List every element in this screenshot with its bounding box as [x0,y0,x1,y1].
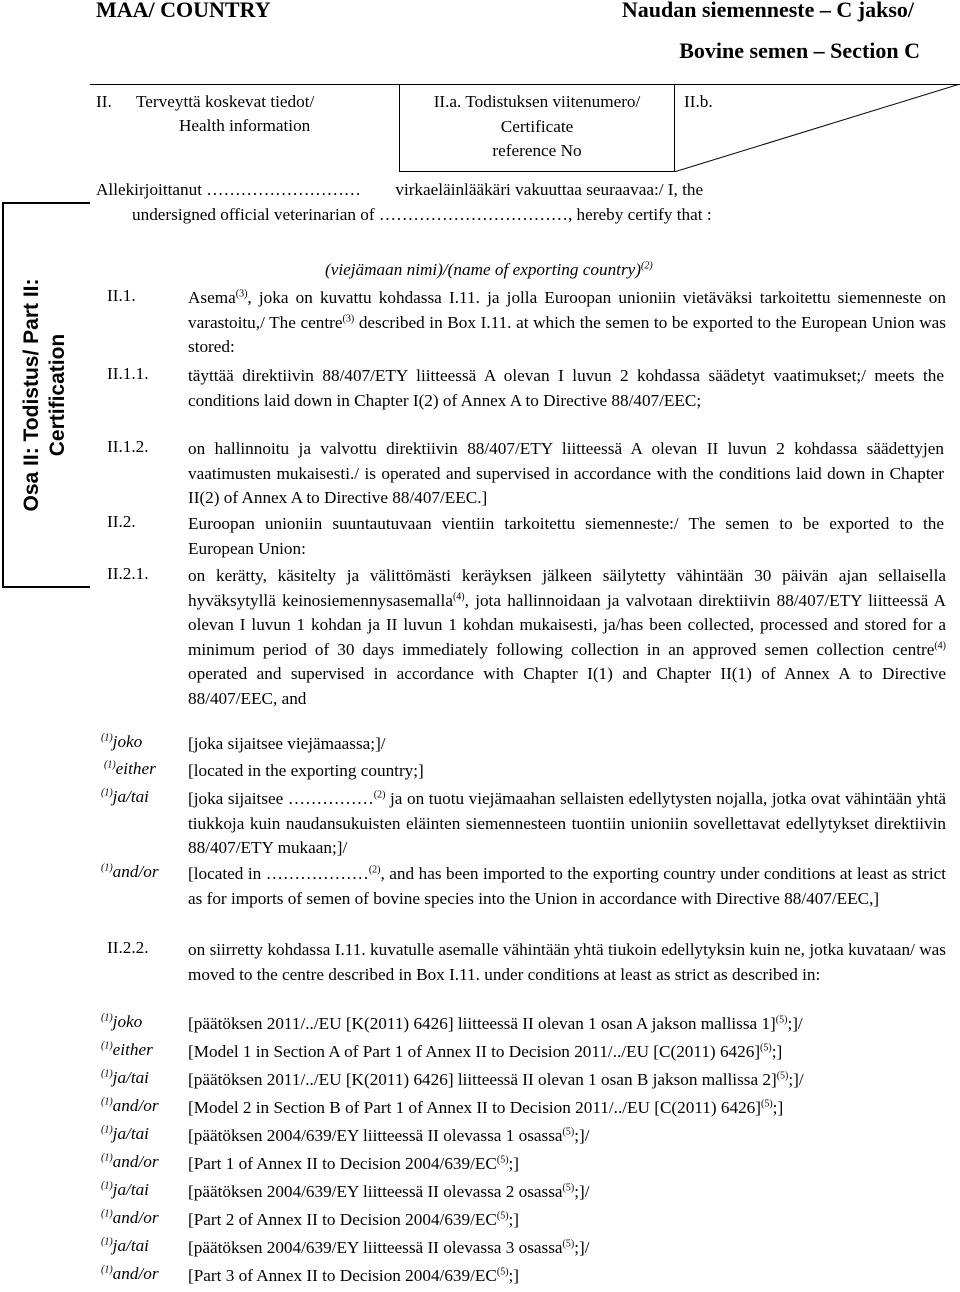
section-ii-1-text: Asema$^{(3)}$, joka on kuvattu kohdassa I.11. ja jolla Euroopan unioniin vietäväksi tarkoitettu siemenneste on varastoitu,/ The centre$^{(3)}$ described in Box I.11. at which the semen to be exported to the European Union was stored: [188,288,946,356]
option-label: $^{(1)}$ja/tai [101,1236,149,1255]
certificate-reference-cell: II.a. Todistuksen viitenumero/ Certificate reference No [433,92,641,160]
option-label: $^{(1)}$ja/tai [101,787,149,806]
option-label: $^{(1)}$either [104,759,156,778]
section-number: II.2.2. [107,938,149,957]
option-text: [päätöksen 2004/639/EY liitteessä II olevassa 3 osassa$^{(5)}$;]/ [188,1238,590,1257]
option-text: [päätöksen 2004/639/EY liitteessä II olevassa 1 osassa$^{(5)}$;]/ [188,1126,590,1145]
option-text: [Part 2 of Annex II to Decision 2004/639/EC$^{(5)}$;] [188,1210,520,1229]
option-label: $^{(1)}$ja/tai [101,1068,149,1087]
option-label: $^{(1)}$either [101,1040,153,1059]
option-text: [päätöksen 2004/639/EY liitteessä II olevassa 2 osassa$^{(5)}$;]/ [188,1182,590,1201]
option-text: [päätöksen 2011/../EU [K(2011) 6426] liitteessä II olevan 1 osan B jakson mallissa 2]$^{(5)}$;]/ [188,1070,804,1089]
option-label: $^{(1)}$and/or [101,1264,159,1283]
section-number: II.1.2. [107,437,149,456]
diagonal-strike [674,84,960,172]
option-text: [located in ………………$^{(2)}$, and has been imported to the exporting country under conditions at least as strict as for imports of semen of bovine species into the Union in accordance with Directive 88/407/EEC,] [188,864,946,908]
country-label: MAA/ COUNTRY [96,0,271,22]
option-label: $^{(1)}$and/or [101,1152,159,1171]
section-ii-2-text: Euroopan unioniin suuntautuvaan vientiin tarkoitettu siemenneste:/ The semen to be exported to the European Union: [188,514,944,558]
option-label: $^{(1)}$and/or [101,862,159,881]
part-ii-sidebar-label: Osa II: Todistus/ Part II: Certification [20,278,69,512]
option-text: [Part 1 of Annex II to Decision 2004/639/EC$^{(5)}$;] [188,1154,520,1173]
option-text: [Model 1 in Section A of Part 1 of Annex II to Decision 2011/../EU [C(2011) 6426]$^{(5)}$;] [188,1042,783,1061]
option-text: [Part 3 of Annex II to Decision 2004/639/EC$^{(5)}$;] [188,1266,520,1285]
option-label: $^{(1)}$and/or [101,1208,159,1227]
certificate-title-fi: Naudan siemenneste – C jakso/ [621,0,914,22]
option-text: [joka sijaitsee ……………$^{(2)}$ ja on tuotu viejämaahan sellaisten edellytysten nojalla, jotka ovat vähintään yhtä tiukkoja kuin naudansukuisten eläinten siemennesteen tuontiin unioniin sovellettavat edellytykset direktiivin 88/407/ETY mukaan;]/ [188,789,946,857]
option-label: $^{(1)}$ja/tai [101,1180,149,1199]
option-text: [joka sijaitsee viejämaassa;]/ [188,734,386,753]
section-number: II.1. [107,286,136,305]
section-ii-2-2-text: on siirretty kohdassa I.11. kuvatulle asemalle vähintään yhtä tiukoin edellytyksin kuin ne, jotka kuvataan/ was moved to the centre described in Box I.11. under conditions at least as strict as described in: [188,940,946,984]
section-number: II.2.1. [107,564,149,583]
option-label: $^{(1)}$joko [101,1012,143,1031]
option-text: [Model 2 in Section B of Part 1 of Annex II to Decision 2011/../EU [C(2011) 6426]$^{(5)}$;] [188,1098,784,1117]
option-label: $^{(1)}$and/or [101,1096,159,1115]
option-label: $^{(1)}$ja/tai [101,1124,149,1143]
option-label: $^{(1)}$joko [101,732,143,751]
section-number: II.1.1. [107,364,149,383]
section-ii-2-1-text: on kerätty, käsitelty ja välittömästi keräyksen jälkeen säilytetty vähintään 30 päivän ajan sellaisella hyväksytyllä keinosiemennysasemalla$^{(4)}$, jota hallinnoidaan ja valvotaan direktiivin 88/407/ETY liitteessä A olevan I luvun 1 kohdan ja II luvun 1 kohdan mukaisesti, ja/has been collected, processed and stored for a minimum period of 30 days immediately following collection in an approved semen collection centre$^{(4)}$ operated and supervised in accordance with Chapter I(1) and Chapter II(1) of Annex A to Directive 88/407/EEC, and [188,566,946,708]
signatory-statement: Allekirjoittanut ……………………… virkaeläinlääkäri vakuuttaa seuraavaa:/ I, the undersigned official veterinarian of ……………………………, hereby certify that : [96,180,712,224]
section-ii-1-1-text: täyttää direktiivin 88/407/ETY liitteessä A olevan I luvun 2 kohdassa säädetyt vaatimukset;/ meets the conditions laid down in Chapter I(2) of Annex A to Directive 88/407/EEC; [188,366,944,410]
exporting-country-caption: (viejämaan nimi)/(name of exporting country)$^{(2)}$ [325,260,653,279]
section-number: II.2. [107,512,136,531]
option-text: [päätöksen 2011/../EU [K(2011) 6426] liitteessä II olevan 1 osan A jakson mallissa 1]$^{(5)}$;]/ [188,1014,803,1033]
section-ii-1-2-text: on hallinnoitu ja valvottu direktiivin 88/407/ETY liitteessä A olevan II luvun 2 kohdassa säädettyjen vaatimusten mukaisesti./ is operated and supervised in accordance with the conditions laid down in Chapter II(2) of Annex A to Directive 88/407/EEC.] [188,439,944,507]
option-text: [located in the exporting country;] [188,761,424,780]
section-iib-cell: II.b. [684,92,713,111]
certificate-title-en: Bovine semen – Section C [679,38,920,63]
